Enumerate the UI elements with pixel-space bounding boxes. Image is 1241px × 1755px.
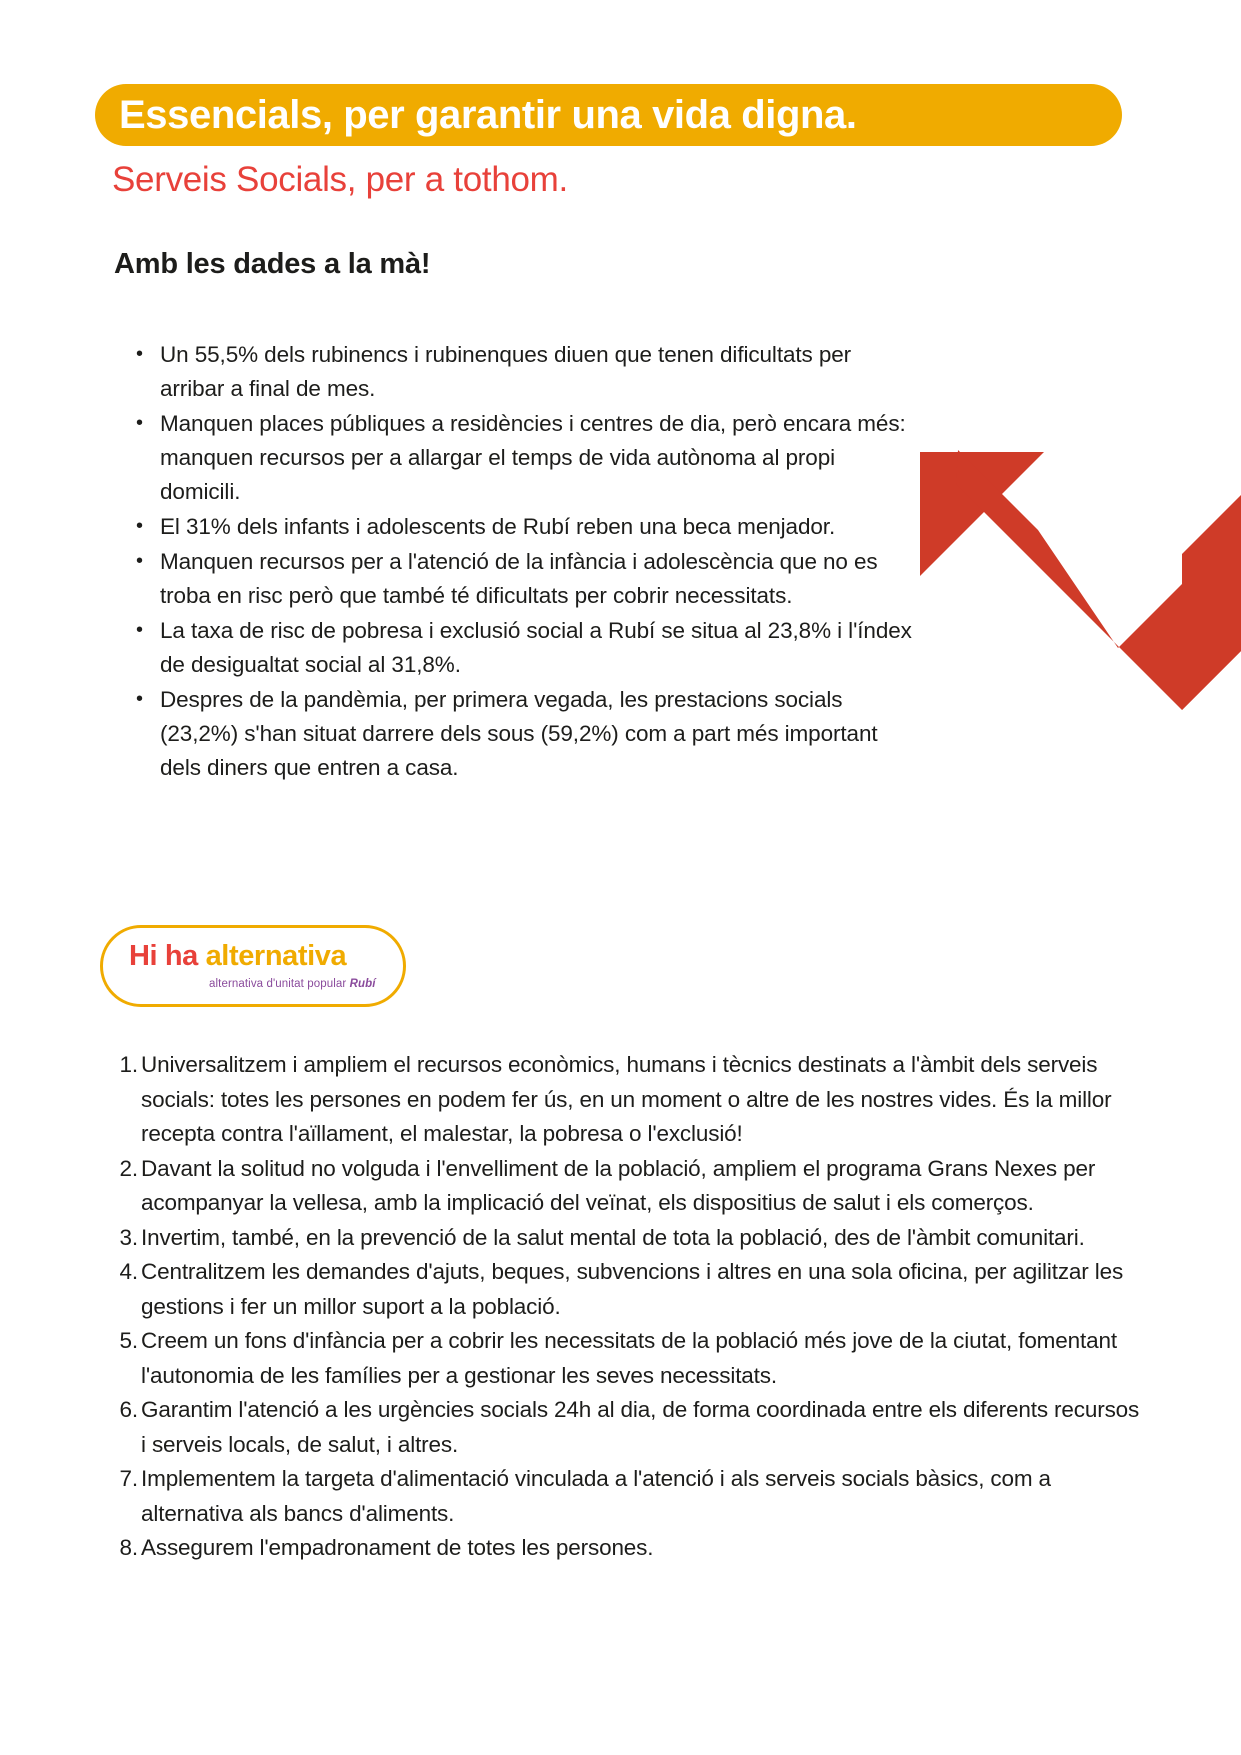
list-item: • La taxa de risc de pobresa i exclusió social a Rubí se situa al 23,8% i l'índex de desigualtat social al 31,8%. [160, 614, 912, 682]
proposals-list [108, 1048, 1148, 1566]
list-item: • El 31% dels infants i adolescents de Rubí reben una beca menjador. [160, 510, 912, 544]
logo-wordmark [129, 940, 346, 973]
title-banner [95, 84, 1122, 146]
list-item: Centralitzem les demandes d'ajuts, beques, subvencions i altres en una sola oficina, per agilitzar les gestions i fer un millor suport a la població. [141, 1259, 1124, 1319]
poster-title: Essencials, per garantir una vida digna. [119, 93, 857, 137]
list-item: • Manquen places públiques a residències i centres de dia, però encara més: manquen recursos per a allargar el temps de vida autònoma al propi domicili. [160, 407, 912, 509]
list-item: Garantim l'atenció a les urgències socials 24h al dia, de forma coordinada entre els diferents recursos i serveis locals, de salut, i altres. [141, 1397, 1140, 1457]
list-item: • Despres de la pandèmia, per primera vegada, les prestacions socials (23,2%) s'han situat darrere dels sous (59,2%) com a part més important dels diners que entren a casa. [160, 683, 912, 785]
logo-tagline-text: alternativa d'unitat popular [209, 978, 350, 990]
list-item: • Un 55,5% dels rubinencs i rubinenques diuen que tenen dificultats per arribar a final de mes. [160, 338, 912, 406]
list-item: Universalitzem i ampliem el recursos econòmics, humans i tècnics destinats a l'àmbit dels serveis socials: totes les persones en podem fer ús, en un moment o altre de les nostres vides. És la millor recepta contra l'aïllament, el malestar, la pobresa o l'exclusió! [141, 1052, 1112, 1146]
logo-hi-ha-text: Hi ha [129, 940, 206, 972]
list-item: • Manquen recursos per a l'atenció de la infància i adolescència que no es troba en risc però que també té dificultats per cobrir necessitats. [160, 545, 912, 613]
logo-alternativa-text: alternativa [205, 940, 347, 972]
logo-tagline-city: Rubí [349, 978, 376, 990]
up-left-arrow-icon [918, 448, 1241, 738]
facts-list [122, 338, 912, 786]
list-item: Implementem la targeta d'alimentació vinculada a l'atenció i als serveis socials bàsics, com a alternativa als bancs d'aliments. [141, 1466, 1051, 1526]
list-item: Assegurem l'empadronament de totes les persones. [141, 1535, 654, 1560]
poster-subtitle: Serveis Socials, per a tothom. [112, 160, 568, 199]
logo-tagline [209, 978, 376, 990]
logo-hi-ha-alternativa [100, 925, 406, 1007]
list-item: Invertim, també, en la prevenció de la salut mental de tota la població, des de l'àmbit comunitari. [141, 1224, 1085, 1250]
list-item: Creem un fons d'infància per a cobrir les necessitats de la població més jove de la ciutat, fomentant l'autonomia de les famílies per a gestionar les seves necessitats. [141, 1328, 1117, 1388]
section-heading-data: Amb les dades a la mà! [114, 248, 431, 280]
list-item: Davant la solitud no volguda i l'envelliment de la població, ampliem el programa Grans Nexes per acompanyar la vellesa, amb la implicació del veïnat, els dispositius de salut i els comerços. [141, 1155, 1096, 1215]
